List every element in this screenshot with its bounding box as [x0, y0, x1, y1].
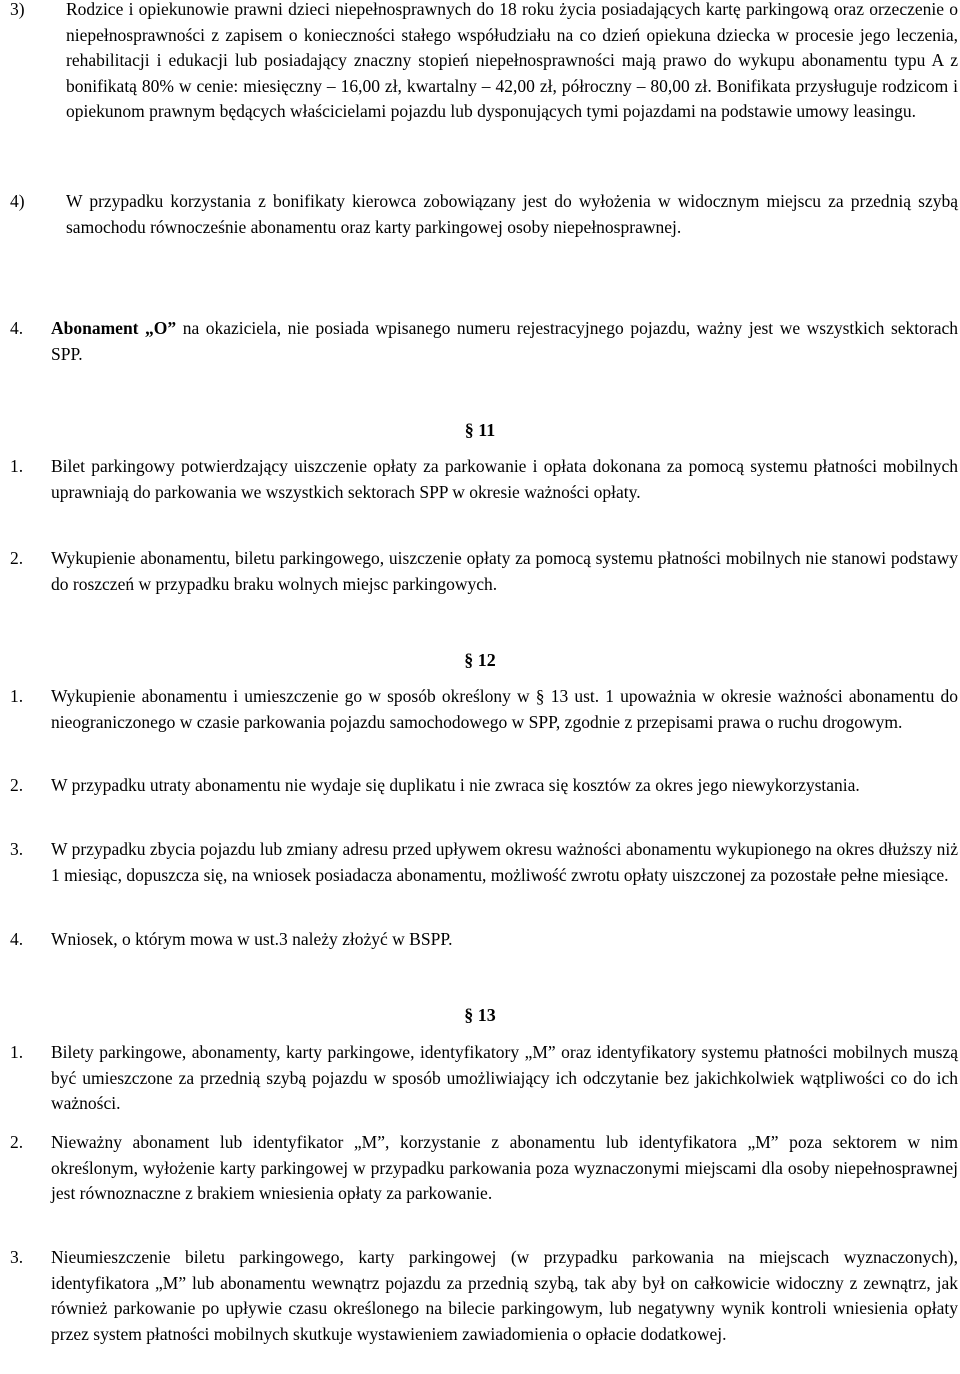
sub-item-text: W przypadku korzystania z bonifikaty kierowca zobowiązany jest do wyłożenia w widocznym miejscu za przednią szybą samochodu równocześnie abonamentu oraz karty parkingowej osoby niepełnosprawnej. [66, 191, 958, 237]
item-number: 1. [10, 456, 24, 476]
section-12-item-3 [10, 837, 958, 888]
sub-item-4 [10, 189, 958, 240]
item-text: Wykupienie abonamentu, biletu parkingowego, uiszczenie opłaty za pomocą systemu płatności mobilnych nie stanowi podstawy do roszczeń w przypadku braku wolnych miejsc parkingowych. [51, 548, 958, 594]
item-text: Wykupienie abonamentu i umieszczenie go w sposób określony w § 13 ust. 1 upoważnia w okresie ważności abonamentu do nieograniczonego w czasie parkowania pojazdu samochodowego w SPP, zgodnie z przepisami prawa o ruchu drogowym. [51, 686, 958, 732]
item-number: 2. [10, 1132, 24, 1152]
item-number: 4. [10, 929, 24, 949]
sub-item-3 [10, 0, 958, 125]
item-number: 4. [10, 318, 24, 338]
section-11-item-1 [10, 454, 958, 505]
item-abonament-o [10, 316, 958, 367]
section-11-item-2 [10, 546, 958, 597]
item-text: W przypadku zbycia pojazdu lub zmiany adresu przed upływem okresu ważności abonamentu wykupionego na okres dłuższy niż 1 miesiąc, dopuszcza się, na wniosek posiadacza abonamentu, możliwość zwrotu opłaty uiszczonej za pozostałe pełne miesiące. [51, 839, 958, 885]
item-text: Bilety parkingowe, abonamenty, karty parkingowe, identyfikatory „M” oraz identyfikatory systemu płatności mobilnych muszą być umieszczone za przednią szybą pojazdu w sposób umożliwiający ich odczytanie bez jakichkolwiek wątpliwości co do ich ważności. [51, 1042, 958, 1113]
item-number: 2. [10, 548, 24, 568]
item-text: Nieważny abonament lub identyfikator „M”, korzystanie z abonamentu lub identyfikatora „M” poza sektorem w nim określonym, wyłożenie karty parkingowej w przypadku parkowania poza wyznaczonymi miejscami dla osoby niepełnosprawnej jest równoznaczne z brakiem wniesienia opłaty za parkowanie. [51, 1132, 958, 1203]
sub-item-text: Rodzice i opiekunowie prawni dzieci niepełnosprawnych do 18 roku życia posiadających kartę parkingową oraz orzeczenie o niepełnosprawności z zapisem o konieczności stałego współudziału na co dzień opiekuna dziecka w procesie jego leczenia, rehabilitacji i edukacji lub posiadający znaczny stopień niepełnosprawności mają prawo do wykupu abonamentu typu A z bonifikatą 80% w cenie: miesięczny – 16,00 zł, kwartalny – 42,00 zł, półroczny – 80,00 zł. Bonifikata przysługuje rodzicom i opiekunom prawnym będących właścicielami pojazdu lub dysponujących tymi pojazdami na podstawie umowy leasingu. [66, 0, 958, 121]
section-13-item-2 [10, 1130, 958, 1207]
item-number: 3. [10, 839, 24, 859]
item-text: Wniosek, o którym mowa w ust.3 należy złożyć w BSPP. [51, 929, 453, 949]
item-number: 3. [10, 1247, 24, 1267]
section-heading-13: § 13 [464, 1005, 496, 1025]
item-bold-term: Abonament „O” [51, 318, 177, 338]
section-heading-12: § 12 [464, 650, 496, 670]
item-text: Nieumieszczenie biletu parkingowego, karty parkingowej (w przypadku parkowania na miejscach wyznaczonych), identyfikatora „M” lub abonamentu wewnątrz pojazdu za przednią szybą, tak aby był on całkowicie widoczny z zewnątrz, jak również parkowanie po upływie czasu określonego na bilecie parkingowym, lub negatywny wynik kontroli wniesienia opłaty przez system płatności mobilnych skutkuje wystawieniem zawiadomienia o opłacie dodatkowej. [51, 1247, 958, 1344]
section-12-item-2 [10, 773, 958, 799]
section-13-item-3 [10, 1245, 958, 1347]
section-heading-11: § 11 [464, 420, 496, 440]
sub-item-number: 4) [10, 191, 25, 211]
sub-item-number: 3) [10, 0, 25, 19]
item-number: 1. [10, 1042, 24, 1062]
section-12-item-1 [10, 684, 958, 735]
section-12-item-4 [10, 927, 958, 953]
item-text: na okaziciela, nie posiada wpisanego numeru rejestracyjnego pojazdu, ważny jest we wszystkich sektorach SPP. [51, 318, 958, 364]
item-number: 1. [10, 686, 24, 706]
item-text: W przypadku utraty abonamentu nie wydaje się duplikatu i nie zwraca się kosztów za okres jego niewykorzystania. [51, 775, 860, 795]
item-text: Bilet parkingowy potwierdzający uiszczenie opłaty za parkowanie i opłata dokonana za pomocą systemu płatności mobilnych uprawniają do parkowania we wszystkich sektorach SPP w okresie ważności opłaty. [51, 456, 958, 502]
item-number: 2. [10, 775, 24, 795]
section-13-item-1 [10, 1040, 958, 1117]
